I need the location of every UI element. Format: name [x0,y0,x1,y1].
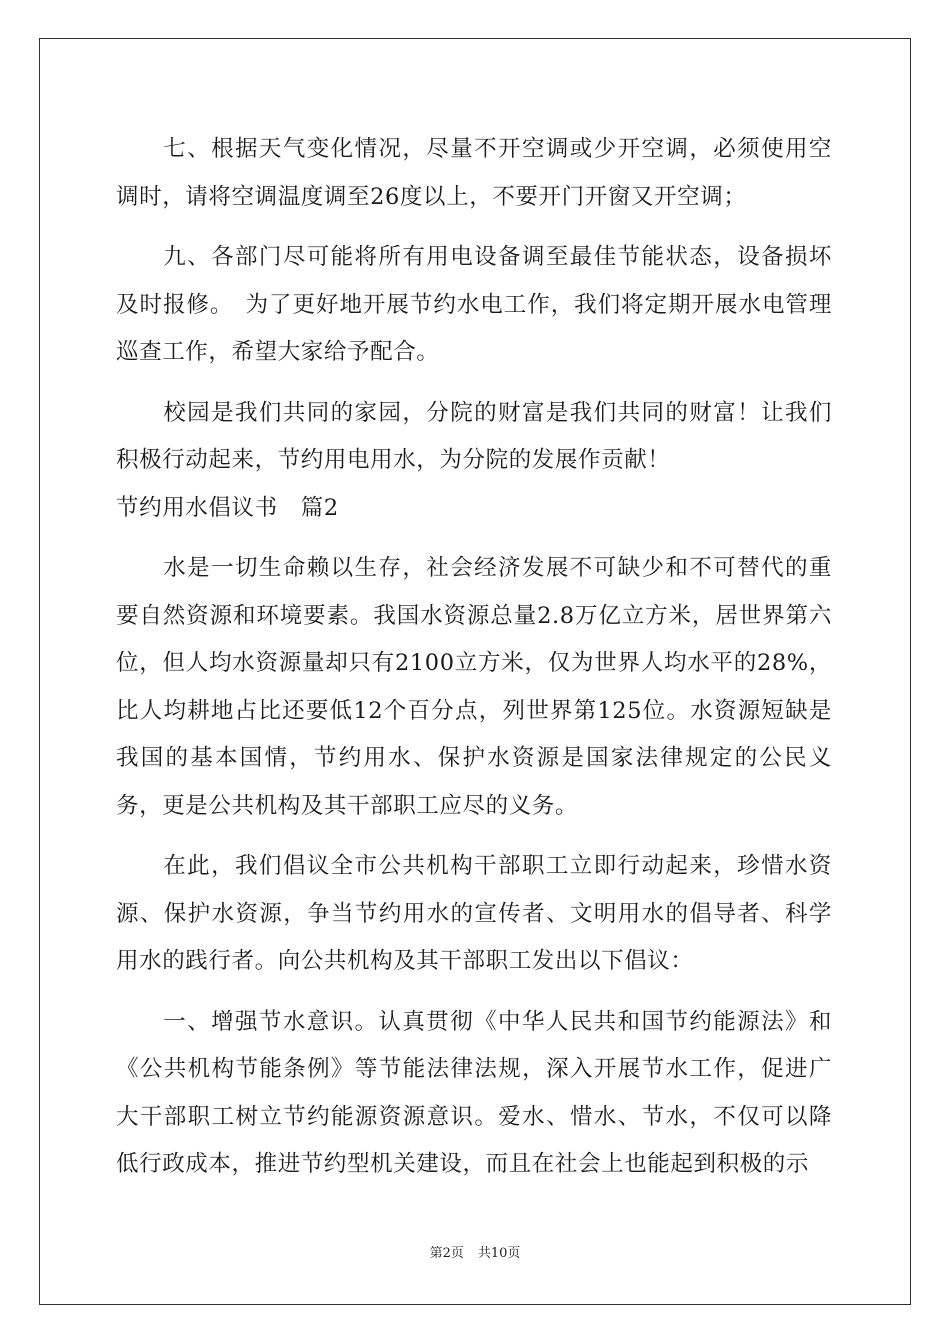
paragraph-closing: 校园是我们共同的家园，分院的财富是我们共同的财富！让我们积极行动起来，节约用电用水，为分院的发展作贡献！ [116,399,832,473]
paragraph-seven: 七、根据天气变化情况，尽量不开空调或少开空调，必须使用空调时，请将空调温度调至26度以上，不要开门开窗又开空调； [116,136,832,210]
paragraph-item-one: 一、增强节水意识。认真贯彻《中华人民共和国节约能源法》和《公共机构节能条例》等节能法律法规，深入开展节水工作，促进广大干部职工树立节约能源资源意识。爱水、惜水、节水，不仅可以降低行政成本，推进节约型机关建设，而且在社会上也能起到积极的示 [116,1008,832,1177]
paragraph-water-resources: 水是一切生命赖以生存，社会经济发展不可缺少和不可替代的重要自然资源和环境要素。我国水资源总量2.8万亿立方米，居世界第六位，但人均水资源量却只有2100立方米，仅为世界人均水平的28%，比人均耕地占比还要低12个百分点，列世界第125位。水资源短缺是我国的基本国情，节约用水、保护水资源是国家法律规定的公民义务，更是公共机构及其干部职工应尽的义务。 [116,555,832,819]
document-body [116,126,832,1189]
page-total: 共10页 [477,1246,521,1261]
paragraph-initiative: 在此，我们倡议全市公共机构干部职工立即行动起来，珍惜水资源、保护水资源，争当节约用水的宣传者、文明用水的倡导者、科学用水的践行者。向公共机构及其干部职工发出以下倡议： [116,853,832,974]
page-number: 第2页 [429,1246,464,1261]
paragraph-nine: 九、各部门尽可能将所有用电设备调至最佳节能状态，设备损坏及时报修。 为了更好地开展节约水电工作，我们将定期开展水电管理巡查工作，希望大家给予配合。 [116,244,832,365]
page-footer [0,1242,950,1261]
section-heading: 节约用水倡议书 篇2 [116,494,339,521]
